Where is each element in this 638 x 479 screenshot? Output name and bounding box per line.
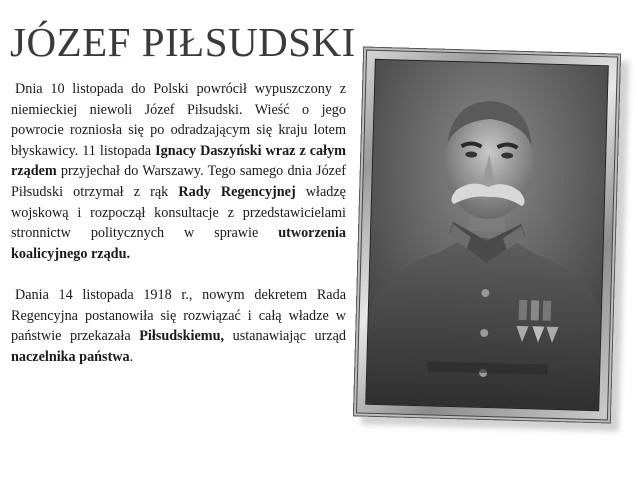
paragraph-1-text-1: Dnia 10 listopada do Polski powrócił wypuszczony z niemieckiej niewoli Józef Piłsudski. Wieść o jego powrocie rozniosła się po odradzającym się kraju lotem błyskawicy. 11 listopada — [11, 81, 346, 159]
paragraph-2-text-3: . — [129, 348, 134, 365]
photo-frame — [353, 46, 621, 423]
paragraph-1-text-2: przyjechał do Warszawy. Tego samego dnia Józef Piłsudski otrzymał z rąk — [11, 163, 346, 200]
paragraph-1 — [11, 79, 346, 264]
paragraph-2 — [11, 285, 346, 367]
paragraph-1-bold-1: Ignacy Daszyński wraz z całym rządem — [11, 142, 346, 180]
body-text — [11, 79, 346, 367]
portrait-photo — [366, 60, 608, 410]
paragraph-1-bold-2: Rady Regencyjnej — [178, 183, 296, 200]
slide-title: JÓZEF PIŁSUDSKI — [10, 19, 356, 65]
portrait-illustration — [366, 60, 608, 410]
paragraph-1-bold-3: utworzenia koalicyjnego rządu. — [11, 225, 346, 262]
paragraph-1-text-3: władzę wojskową i rozpoczął konsultacje z przedstawicielami stronnictw politycznych w sprawie — [11, 183, 346, 242]
paragraph-2-bold-1: Piłsudskiemu, — [139, 328, 225, 345]
paragraph-2-bold-2: naczelnika państwa — [11, 348, 130, 365]
paragraph-2-text-1: Dania 14 listopada 1918 r., nowym dekretem Rada Regencyjna postanowiła się rozwiązać i całą władze w państwie przekazała — [11, 286, 346, 345]
paragraph-2-text-2: ustanawiając urząd — [224, 328, 346, 345]
